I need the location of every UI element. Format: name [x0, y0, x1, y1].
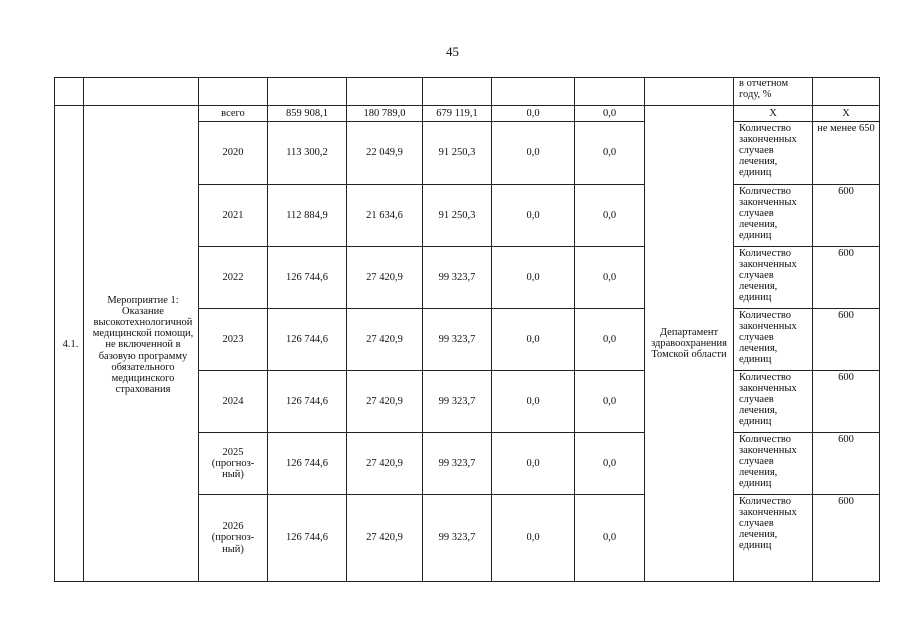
- total-cell: 126 744,6: [268, 371, 347, 433]
- total-cell: 113 300,2: [268, 122, 347, 185]
- indicator-cell: Количество законченных случаев лечения, единиц: [734, 309, 813, 371]
- total-cell: 126 744,6: [268, 495, 347, 582]
- extra-cell: 0,0: [575, 371, 645, 433]
- federal-cell: 27 420,9: [347, 433, 423, 495]
- period-cell: 2025 (прогноз-ный): [199, 433, 268, 495]
- regional-cell: 91 250,3: [423, 185, 492, 247]
- extra-cell: 0,0: [575, 309, 645, 371]
- value-cell: 600: [813, 309, 880, 371]
- extra-cell: 0,0: [575, 185, 645, 247]
- local-cell: 0,0: [492, 185, 575, 247]
- regional-cell: 91 250,3: [423, 122, 492, 185]
- extra-cell: 0,0: [575, 122, 645, 185]
- federal-cell: 27 420,9: [347, 247, 423, 309]
- value-cell: 600: [813, 495, 880, 582]
- period-cell: всего: [199, 106, 268, 122]
- period-cell: 2022: [199, 247, 268, 309]
- period-cell: 2020: [199, 122, 268, 185]
- total-cell: 859 908,1: [268, 106, 347, 122]
- total-cell: 126 744,6: [268, 433, 347, 495]
- value-cell: не менее 650: [813, 122, 880, 185]
- period-cell: 2023: [199, 309, 268, 371]
- period-cell: 2024: [199, 371, 268, 433]
- federal-cell: 22 049,9: [347, 122, 423, 185]
- value-cell: 600: [813, 371, 880, 433]
- indicator-cell: Количество законченных случаев лечения, единиц: [734, 433, 813, 495]
- federal-cell: 27 420,9: [347, 371, 423, 433]
- extra-cell: 0,0: [575, 433, 645, 495]
- regional-cell: 99 323,7: [423, 495, 492, 582]
- federal-cell: 180 789,0: [347, 106, 423, 122]
- local-cell: 0,0: [492, 247, 575, 309]
- total-cell: 126 744,6: [268, 247, 347, 309]
- executor-cell: Департамент здравоохранения Томской области: [645, 106, 734, 582]
- federal-cell: 27 420,9: [347, 495, 423, 582]
- page-number: 45: [446, 44, 459, 59]
- table-row: [55, 106, 880, 122]
- regional-cell: 99 323,7: [423, 309, 492, 371]
- indicator-cell: Количество законченных случаев лечения, единиц: [734, 122, 813, 185]
- total-cell: 112 884,9: [268, 185, 347, 247]
- extra-cell: 0,0: [575, 247, 645, 309]
- indicator-cell: Количество законченных случаев лечения, единиц: [734, 495, 813, 582]
- extra-cell: 0,0: [575, 495, 645, 582]
- regional-cell: 679 119,1: [423, 106, 492, 122]
- period-cell: 2026 (прогноз-ный): [199, 495, 268, 582]
- extra-cell: 0,0: [575, 106, 645, 122]
- total-cell: 126 744,6: [268, 309, 347, 371]
- indicator-cell: Количество законченных случаев лечения, единиц: [734, 185, 813, 247]
- local-cell: 0,0: [492, 122, 575, 185]
- regional-cell: 99 323,7: [423, 247, 492, 309]
- federal-cell: 21 634,6: [347, 185, 423, 247]
- header-continuation-row: [55, 78, 880, 106]
- local-cell: 0,0: [492, 106, 575, 122]
- local-cell: 0,0: [492, 309, 575, 371]
- value-cell: 600: [813, 185, 880, 247]
- local-cell: 0,0: [492, 433, 575, 495]
- program-table: [54, 77, 880, 582]
- item-number: 4.1.: [55, 106, 84, 582]
- indicator-header-note: в отчетном году, %: [734, 78, 813, 106]
- value-cell: Х: [813, 106, 880, 122]
- federal-cell: 27 420,9: [347, 309, 423, 371]
- period-cell: 2021: [199, 185, 268, 247]
- regional-cell: 99 323,7: [423, 433, 492, 495]
- indicator-cell: Х: [734, 106, 813, 122]
- regional-cell: 99 323,7: [423, 371, 492, 433]
- local-cell: 0,0: [492, 371, 575, 433]
- value-cell: 600: [813, 433, 880, 495]
- indicator-cell: Количество законченных случаев лечения, единиц: [734, 371, 813, 433]
- local-cell: 0,0: [492, 495, 575, 582]
- indicator-cell: Количество законченных случаев лечения, единиц: [734, 247, 813, 309]
- value-cell: 600: [813, 247, 880, 309]
- event-description: Мероприятие 1: Оказание высокотехнологичной медицинской помощи, не включенной в базовую программу обязательного медицинского страхования: [84, 106, 199, 582]
